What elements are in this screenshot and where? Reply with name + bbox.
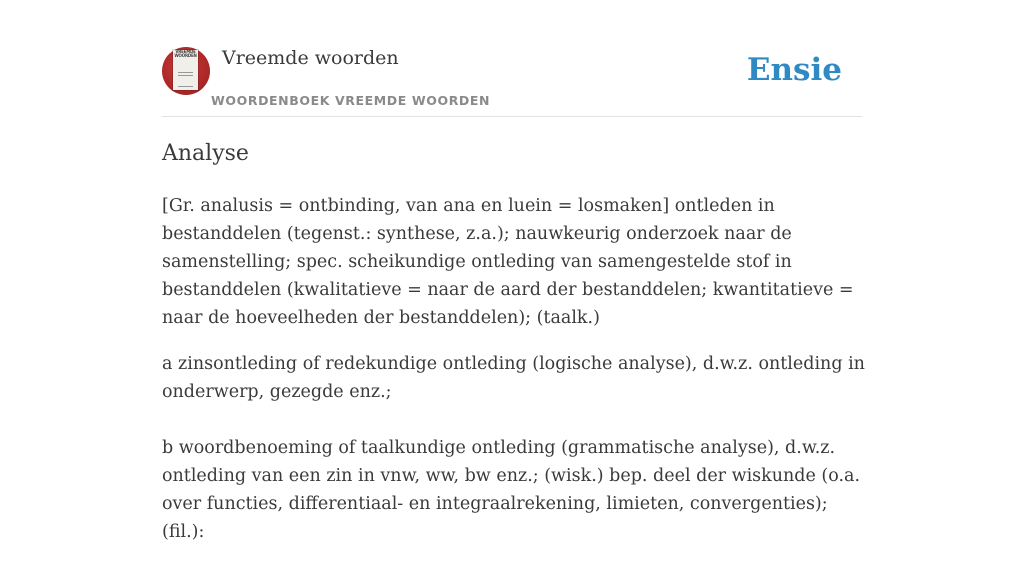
avatar[interactable] [162,47,210,95]
book-cover-line [178,86,193,87]
book-cover-line [178,75,193,76]
definition-paragraph: b woordbenoeming of taalkundige ontleding (grammatische analyse), d.w.z. ontleding van een zin in vnw, ww, bw enz.; (wisk.) bep. deel der wiskunde (o.a. over functies, differentiaal- en integraalrekening, limieten, convergenties); (fil.): [162,438,861,542]
book-cover-icon [173,50,198,90]
definition-paragraph: a zinsontleding of redekundige ontleding (logische analyse), d.w.z. ontleding in onderwerp, gezegde enz.; [162,354,865,402]
brand-logo[interactable]: Ensie [746,52,842,88]
definition-paragraph: [Gr. analusis = ontbinding, van ana en luein = losmaken] ontleden in bestanddelen (tegenst.: synthese, z.a.); nauwkeurig onderzoek naar de samenstelling; spec. scheikundige ontleding van samengestelde stof in bestanddelen (kwalitatieve = naar de aard der bestanddelen; kwantitatieve = naar de hoeveelheden der bestanddelen); (taalk.) [162,196,854,328]
book-cover-line [178,72,193,73]
site-subtitle: WOORDENBOEK VREEMDE WOORDEN [211,93,491,108]
site-header [162,0,862,117]
site-name-link[interactable]: Vreemde woorden [222,47,399,69]
book-cover-title: VREEMDE WOORDEN [174,49,197,58]
definition-body [162,192,867,564]
page-container [162,0,865,542]
page-title: Analyse [162,141,249,166]
